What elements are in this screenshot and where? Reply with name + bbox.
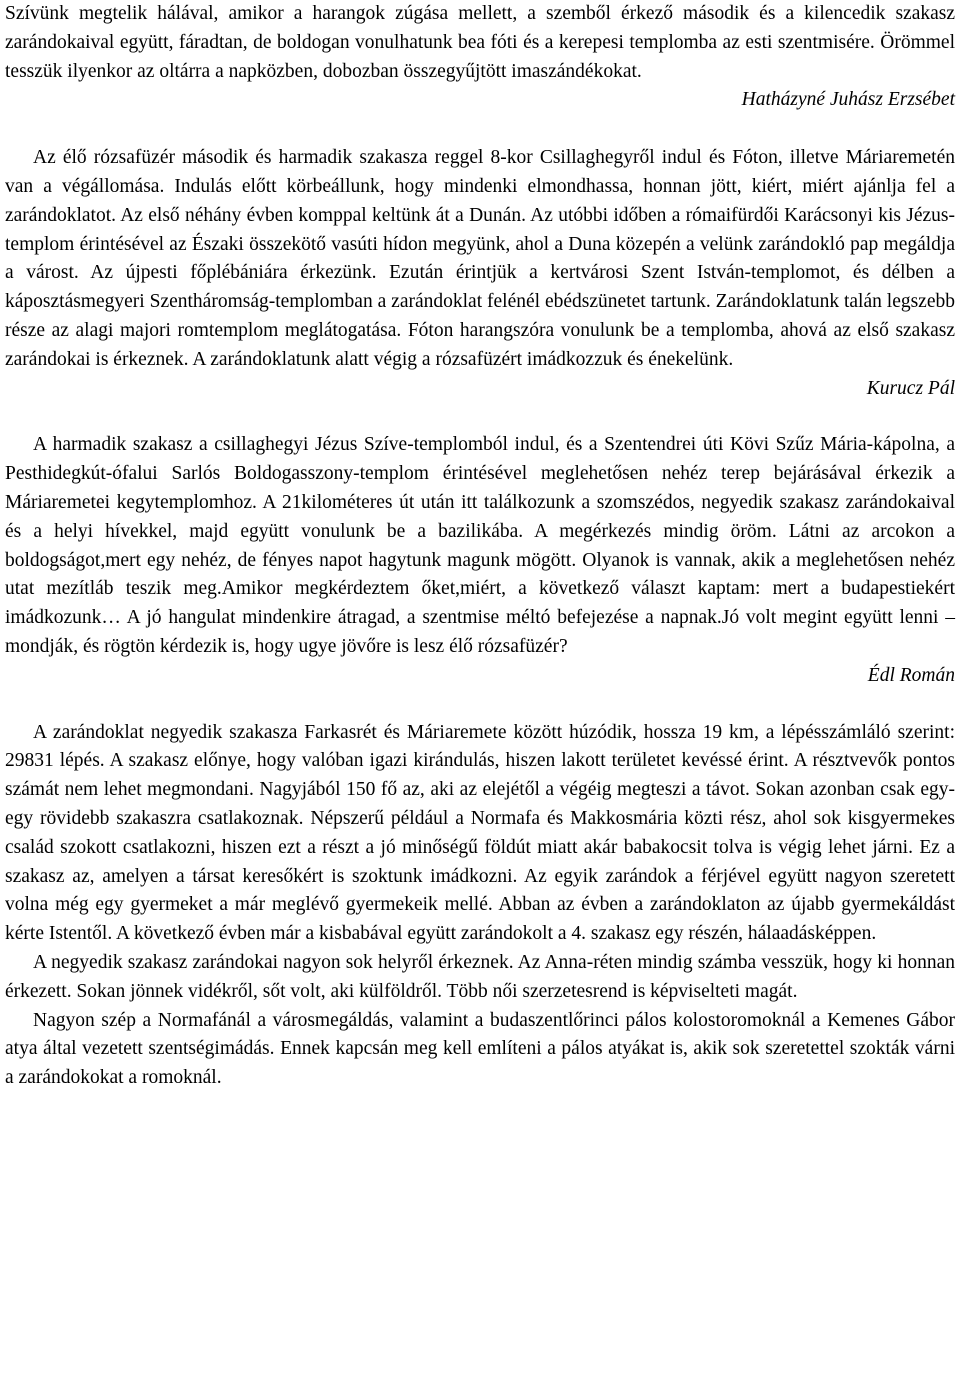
document-page [5,0,955,1093]
signature-kurucz-pal: Kurucz Pál [866,377,955,399]
paragraph-fourth-section: A zarándoklat negyedik szakasza Farkasrét és Máriaremete között húzódik, hossza 19 km, a lépésszámláló szerint: 29831 lépés. A szakasz előnye, hogy valóban igazi kirándulás, hiszen lakott területet kevéssé érint. A résztvevők pontos számát nem lehet megmondani. Nagyjából 150 fő az, aki az elejétől a végéig megteszi a távot. Sokan azonban csak egy-egy rövidebb szakaszra csatlakoznak. Népszerű például a Normafa és Makkosmária közti rész, ahol sok kisgyermekes család szokott csatlakozni, hiszen ezt a részt a jó minőségű földút miatt akár babakocsit tolva is végig lehet járni. Ez a szakasz az, amelyen a társat keresőkért is szoktunk imádkozni. Az egyik zarándok a férjével együtt nagyon szeretett volna még egy gyermeket a már meglévő gyermekeik mellé. Abban az évben a zarándoklaton az újabb gyermekáldást kérte Istentől. A következő évben már a kisbabával együtt zarándokolt a 4. szakasz egy részén, hálaadásképpen. [5,721,955,945]
signature-edl-roman: Édl Román [867,664,955,686]
paragraph-fourth-section-pilgrims: A negyedik szakasz zarándokai nagyon sok helyről érkeznek. Az Anna-réten mindig számba vesszük, hogy ki honnan érkezett. Sokan jönnek vidékről, sőt volt, aki külföldről. Több női szerzetesrend is képviselteti magát. [5,951,955,1002]
signature-hathazyne-juhasz-erzsebet: Hatházyné Juhász Erzsébet [741,89,955,111]
paragraph-second-third-section: Az élő rózsafüzér második és harmadik szakasza reggel 8-kor Csillaghegyről indul és Fóton, illetve Máriaremetén van a végállomása. Indulás előtt körbeállunk, hogy mindenki elmondhassa, honnan jött, kiért, miért ajánlja fel a zarándoklatot. Az első néhány évben komppal keltünk át a Dunán. Az utóbbi időben a rómaifürdői Karácsonyi kis Jézus-templom érintésével az Északi összekötő vasúti hídon megyünk, ahol a Duna közepén a velünk zarándokló pap megáldja a várost. Az újpesti főplébániára érkezünk. Ezután érintjük a kertvárosi Szent István-templomot, és délben a káposztásmegyeri Szentháromság-templomban a zarándoklat felénél ebédszünetet tartunk. Zarándoklatunk talán legszebb része az alagi majori romtemplom meglátogatása. Fóton harangszóra vonulunk be a templomba, ahová az első szakasz zarándokai is érkeznek. A zarándoklatunk alatt végig a rózsafüzért imádkozzuk és énekelünk. [5,147,955,370]
paragraph-normafa-blessing: Nagyon szép a Normafánál a városmegáldás, valamint a budaszentlőrinci pálos kolostoromoknál a Kemenes Gábor atya által vezetett szentségimádás. Ennek kapcsán meg kell említeni a pálos atyákat is, akik sok szeretettel szokták várni a zarándokokat a romoknál. [5,1009,955,1089]
paragraph-third-section: A harmadik szakasz a csillaghegyi Jézus Szíve-templomból indul, és a Szentendrei úti Kövi Szűz Mária-kápolna, a Pesthidegkút-ófalui Sarlós Boldogasszony-templom érintésével meglehetősen nehéz terep bejárásával érkezik a Máriaremetei kegytemplomhoz. A 21kilométeres út után itt találkozunk a szomszédos, negyedik szakasz zarándokaival és a helyi hívekkel, majd együtt vonulunk be a bazilikába. A megérkezés mindig öröm. Látni az arcokon a boldogságot,mert egy nehéz, de fényes napot hagytunk magunk mögött. Olyanok is vannak, akik a meglehetősen nehéz utat mezítláb teszik meg.Amikor megkérdeztem őket,miért, a következő választ kaptam: mert a budapestiekért imádkozunk… A jó hangulat mindenkire átragad, a szentmise méltó befejezése a napnak.Jó volt megint együtt lenni – mondják, és rögtön kérdezik is, hogy ugye jövőre is lesz élő rózsafüzér? [5,434,955,657]
paragraph-fot-kerepes: Szívünk megtelik hálával, amikor a harangok zúgása mellett, a szemből érkező második és a kilencedik szakasz zarándokaival együtt, fáradtan, de boldogan vonulhatunk bea fóti és a kerepesi templomba az esti szentmisére. Örömmel tesszük ilyenkor az oltárra a napközben, dobozban összegyűjtött imaszándékokat. [5,3,955,82]
